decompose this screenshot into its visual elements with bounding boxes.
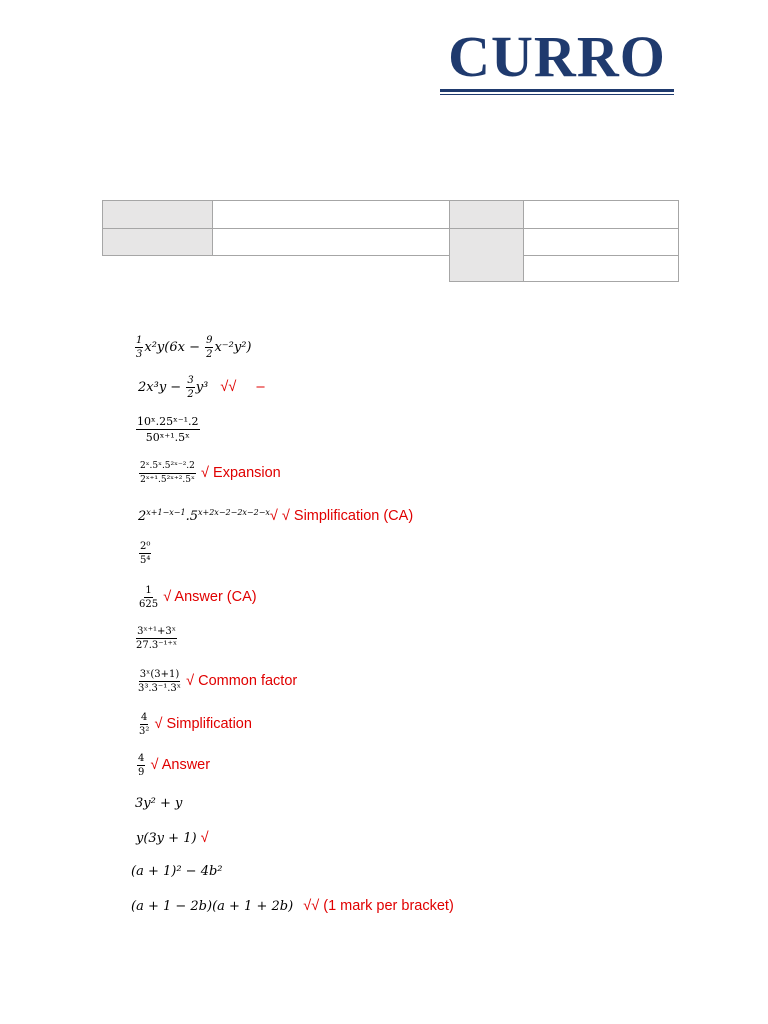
memo-line (137, 669, 297, 694)
fraction-denominator: 27.3⁻¹⁺ˣ (136, 640, 178, 651)
mark-dash: – (256, 379, 265, 395)
mark-annotation: √√ (1 mark per bracket) (303, 898, 454, 914)
mark-annotation: √ Simplification (154, 716, 252, 732)
fraction-numerator: 3 (187, 375, 194, 386)
fraction-numerator: 10ˣ.25ˣ⁻¹.2 (137, 415, 199, 428)
mark-annotation: √√ (220, 379, 237, 395)
fraction-denominator: 50ˣ⁺¹.5ˣ (145, 431, 190, 444)
table-value-cell (523, 200, 679, 229)
mark-annotation: √ Answer (150, 757, 211, 773)
expression: 2x³y − (138, 380, 186, 395)
fraction-denominator: 5⁴ (140, 555, 151, 566)
expression: y³ (195, 380, 209, 395)
fraction-numerator: 1 (136, 335, 143, 346)
table-value-cell (523, 228, 679, 256)
table-label-cell (449, 200, 524, 229)
memo-line (138, 461, 281, 486)
fraction-denominator: 2 (187, 389, 194, 400)
expression: x⁻²y²) (214, 340, 252, 355)
expression: 2 (138, 509, 147, 524)
memo-line (136, 830, 209, 847)
logo-rule-thin (440, 94, 674, 95)
table-label-cell (449, 228, 524, 282)
fraction-denominator: 3³.3⁻¹.3ˣ (138, 683, 181, 694)
exponent: x+2x−2−2x−2−x (198, 508, 270, 517)
curro-logo (440, 24, 674, 95)
memo-line (135, 796, 182, 812)
table-label-cell (102, 200, 213, 229)
mark-annotation: √ Expansion (201, 465, 281, 481)
mark-annotation: √ Common factor (186, 673, 298, 689)
fraction-denominator: 625 (139, 599, 159, 610)
fraction-numerator: 4 (138, 753, 145, 764)
mark-annotation: √ (200, 830, 209, 846)
fraction-numerator: 1 (145, 585, 152, 596)
expression: .5 (185, 509, 198, 524)
fraction-numerator: 2ˣ.5ˣ.5²ˣ⁻².2 (139, 461, 196, 474)
exponent: x+1−x−1 (146, 508, 186, 517)
fraction-numerator: 4 (141, 712, 148, 723)
table-value-cell (212, 228, 450, 256)
memo-line (138, 585, 257, 610)
fraction-denominator: 9 (138, 767, 145, 778)
fraction-numerator: 3ˣ⁺¹+3ˣ (137, 626, 176, 637)
fraction-numerator: 2⁰ (140, 541, 151, 552)
memo-line (138, 508, 413, 525)
memo-line (138, 712, 252, 737)
table-value-cell (212, 200, 450, 229)
expression: x²y(6x − (144, 340, 205, 355)
mark-annotation: √ √ Simplification (CA) (269, 508, 414, 524)
fraction-denominator: 3² (139, 726, 150, 737)
expression: 3y² + y (135, 796, 183, 811)
table-label-cell (102, 228, 213, 256)
fraction-numerator: 3ˣ(3+1) (139, 669, 180, 680)
memo-line (131, 864, 223, 880)
table-value-cell (523, 255, 679, 282)
mark-annotation: √ Answer (CA) (163, 589, 257, 605)
fraction-denominator: 3 (136, 349, 143, 360)
fraction-denominator: 2 (206, 349, 213, 360)
logo-rule (440, 89, 674, 92)
logo-wordmark: CURRO (448, 24, 666, 89)
expression: (a + 1 − 2b)(a + 1 + 2b) (131, 899, 294, 914)
fraction-denominator: 2ˣ⁺¹.5²ˣ⁺².5ˣ (140, 475, 195, 485)
memo-line (135, 415, 201, 444)
memo-line (134, 335, 252, 360)
memo-line (131, 898, 454, 915)
memo-line (136, 753, 210, 778)
expression: y(3y + 1) (136, 831, 197, 846)
fraction-numerator: 9 (206, 335, 213, 346)
memo-line (135, 626, 178, 651)
memo-line (138, 375, 265, 400)
expression: (a + 1)² − 4b² (131, 864, 223, 879)
memo-line (138, 541, 152, 566)
